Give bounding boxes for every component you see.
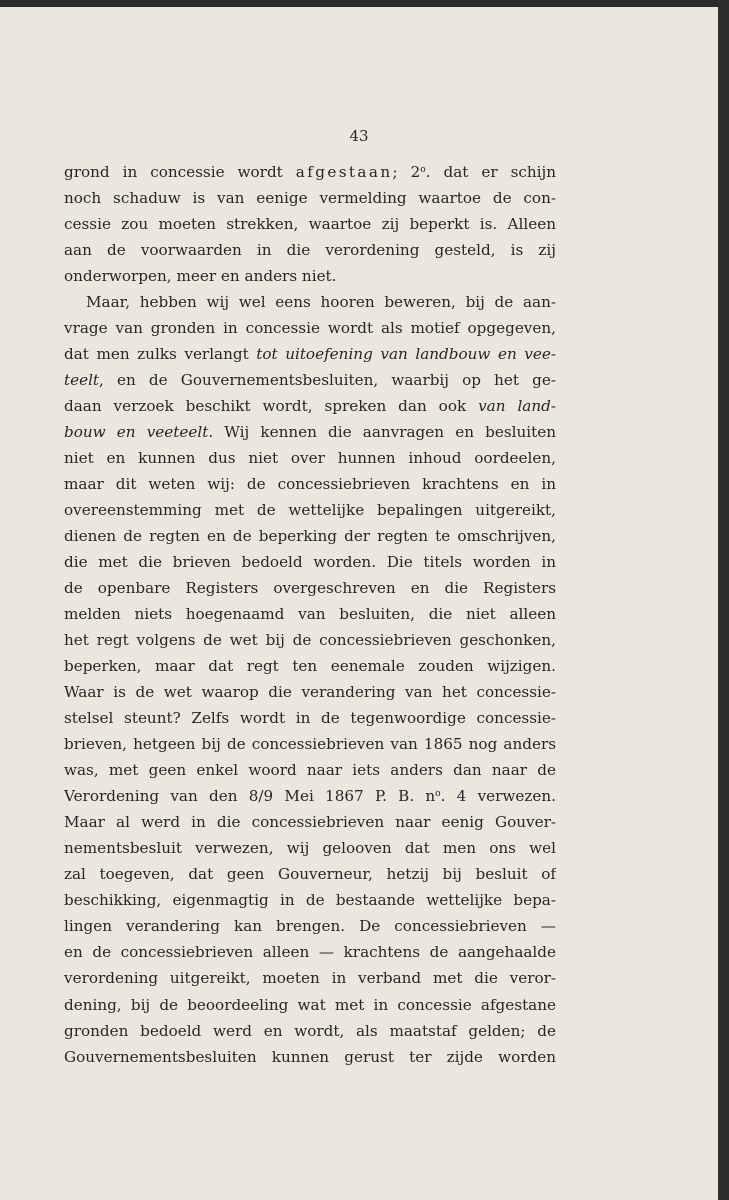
text-run: dat men zulks verlangt xyxy=(64,345,257,364)
text-line xyxy=(64,185,556,211)
text-run: nementsbesluit verwezen, wij gelooven dat men ons wel xyxy=(64,839,556,858)
text-line xyxy=(64,913,556,939)
text-run: aan de voorwaarden in die verordening gesteld, is zij xyxy=(64,241,556,260)
spaced-run: afgestaan xyxy=(295,163,393,181)
text-line xyxy=(64,367,556,393)
text-line xyxy=(64,523,556,549)
text-run: cessie zou moeten strekken, waartoe zij beperkt is. Alleen xyxy=(64,215,556,234)
text-run: , en de Gouvernementsbesluiten, waarbij op het ge- xyxy=(99,371,556,390)
text-run: de openbare Registers overgeschreven en die Registers xyxy=(64,579,556,598)
text-line xyxy=(64,835,556,861)
text-line xyxy=(64,965,556,991)
text-line xyxy=(64,341,556,367)
text-line xyxy=(64,471,556,497)
text-run: en de concessiebrieven alleen — krachtens de aangehaalde xyxy=(64,943,556,962)
text-run: beperken, maar dat regt ten eenemale zouden wijzigen. xyxy=(64,657,556,676)
text-line xyxy=(64,211,556,237)
text-line xyxy=(64,861,556,887)
superscript-run: o xyxy=(420,165,426,175)
book-page xyxy=(0,7,718,1200)
text-line xyxy=(64,393,556,419)
text-run: beschikking, eigenmagtig in de bestaande wettelijke bepa- xyxy=(64,891,556,910)
text-run: brieven, hetgeen bij de concessiebrieven van 1865 nog anders xyxy=(64,735,556,754)
text-run: zal toegeven, dat geen Gouverneur, hetzij bij besluit of xyxy=(64,865,556,884)
text-line xyxy=(64,263,556,289)
text-run: daan verzoek beschikt wordt, spreken dan ook xyxy=(64,397,479,416)
text-run: grond in concessie wordt xyxy=(64,163,296,181)
text-line xyxy=(64,419,556,445)
text-run: die met die brieven bedoeld worden. Die titels worden in xyxy=(64,553,556,572)
text-run: lingen verandering kan brengen. De concessiebrieven — xyxy=(64,917,556,936)
text-run: onderworpen, meer en anders niet. xyxy=(64,267,337,286)
page-number: 43 xyxy=(349,127,369,145)
text-line xyxy=(64,549,556,575)
text-line xyxy=(64,679,556,705)
text-run: . Wij kennen die aanvragen en besluiten xyxy=(208,423,556,442)
text-line xyxy=(64,705,556,731)
text-run: dienen de regten en de beperking der regten te omschrijven, xyxy=(64,527,556,546)
text-line xyxy=(64,783,556,809)
text-line xyxy=(64,575,556,601)
text-run: verordening uitgereikt, moeten in verband met die veror- xyxy=(64,969,556,988)
italic-run: van land- xyxy=(478,397,556,416)
text-line xyxy=(64,731,556,757)
text-run: niet en kunnen dus niet over hunnen inhoud oordeelen, xyxy=(64,449,556,468)
text-line xyxy=(64,627,556,653)
text-run: melden niets hoegenaamd van besluiten, die niet alleen xyxy=(64,605,556,624)
text-line xyxy=(64,445,556,471)
text-run: Gouvernementsbesluiten kunnen gerust ter zijde worden xyxy=(64,1047,556,1066)
text-run: het regt volgens de wet bij de concessiebrieven geschonken, xyxy=(64,631,556,650)
text-line xyxy=(64,653,556,679)
text-line xyxy=(64,939,556,965)
body-text xyxy=(64,159,556,1070)
text-line xyxy=(64,992,556,1018)
italic-run: teelt xyxy=(64,371,100,390)
text-line xyxy=(64,159,556,185)
text-run: vrage van gronden in concessie wordt als motief opgegeven, xyxy=(64,319,556,338)
italic-run: tot uitoefening van landbouw en vee- xyxy=(256,345,556,364)
text-line xyxy=(64,237,556,263)
text-run: gronden bedoeld werd en wordt, als maatstaf gelden; de xyxy=(64,1021,556,1040)
text-run: ; 2 xyxy=(392,163,421,181)
text-run: was, met geen enkel woord naar iets anders dan naar de xyxy=(64,761,556,780)
italic-run: bouw en veeteelt xyxy=(64,423,209,442)
text-line xyxy=(64,601,556,627)
text-run: Maar, hebben wij wel eens hooren beweren, bij de aan- xyxy=(86,293,556,312)
text-run: . dat er schijn xyxy=(425,163,556,181)
superscript-run: o xyxy=(435,789,441,800)
text-run: . 4 verwezen. xyxy=(440,787,556,806)
text-run: Verordening van den 8/9 Mei 1867 P. B. n xyxy=(64,787,436,806)
text-run: noch schaduw is van eenige vermelding waartoe de con- xyxy=(64,189,556,208)
text-line xyxy=(64,1018,556,1044)
text-run: dening, bij de beoordeeling wat met in concessie afgestane xyxy=(64,995,556,1014)
text-line xyxy=(64,1044,556,1070)
text-line xyxy=(64,315,556,341)
text-run: maar dit weten wij: de concessiebrieven krachtens en in xyxy=(64,475,556,494)
text-run: stelsel steunt? Zelfs wordt in de tegenwoordige concessie- xyxy=(64,709,556,728)
text-line xyxy=(64,497,556,523)
scan-frame-right xyxy=(718,0,729,1200)
text-line xyxy=(64,809,556,835)
text-line xyxy=(64,757,556,783)
text-run: overeenstemming met de wettelijke bepalingen uitgereikt, xyxy=(64,501,556,520)
text-run: Waar is de wet waarop die verandering van het concessie- xyxy=(64,683,556,702)
text-line xyxy=(64,887,556,913)
text-line xyxy=(64,289,556,315)
scan-frame-top xyxy=(0,0,729,7)
text-run: Maar al werd in die concessiebrieven naar eenig Gouver- xyxy=(64,813,556,832)
